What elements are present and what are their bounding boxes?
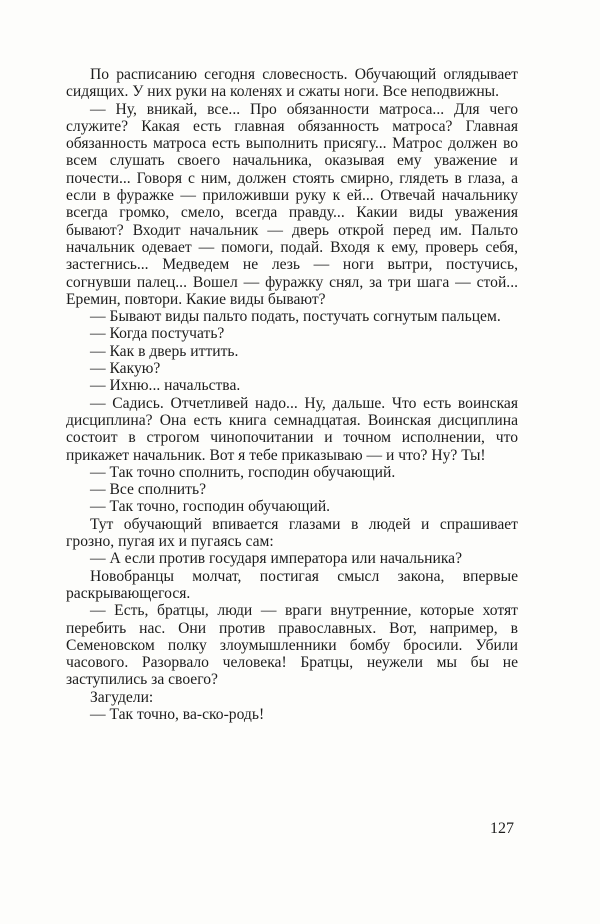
paragraph: — Ну, вникай, все... Про обязанности матроса... Для чего служите? Какая есть главная обязанность матроса? Главная обязанность матроса есть выполнить присягу... Матрос должен во всем слушать своего начальника, оказывая ему уважение и почести... Говоря с ним, должен стоять смирно, глядеть в глаза, а если в фуражке — приложивши руку к ей... Отвечай начальнику всегда громко, смело, всегда правду... Какии виды уважения бывают? Входит начальник — дверь открой перед им. Пальто начальник одевает — помоги, подай. Входя к ему, проверь себя, застегнись... Медведем не лезь — ноги вытри, постучись, согнувши палец... Вошел — фуражку снял, за три шага — стой... Еремин, повтори. Какие виды бывают? [66,100,518,308]
paragraph: — А если против государя императора или начальника? [90,550,463,568]
paragraph: — Как в дверь иттить. [90,342,239,360]
paragraph: — Так точно, ва-ско-родь! [90,705,265,723]
paragraph: — Ихню... начальства. [90,377,241,395]
paragraph: — Бывают виды пальто подать, постучать согнутым пальцем. [90,308,501,326]
paragraph: — Все сполнить? [90,481,207,499]
page-number: 127 [490,820,514,837]
paragraph: — Есть, братцы, люди — враги внутренние, которые хотят перебить нас. Они против православных. Вот, например, в Семеновском полку злоумышленники бомбу бросили. Убили часового. Разорвало человека! Братцы, неужели мы бы не заступились за своего? [66,602,518,689]
paragraph: — Когда постучать? [90,325,225,343]
paragraph: — Садись. Отчетливей надо... Ну, дальше. Что есть воинская дисциплина? Она есть книга семнадцатая. Воинская дисциплина состоит в строгом чинопочитании и точном исполнении, что прикажет начальник. Вот я тебе приказываю — и что? Ну? Ты! [66,394,518,464]
paragraph: Новобранцы молчат, постигая смысл закона, впервые раскрывающегося. [66,567,518,602]
paragraph: Тут обучающий впивается глазами в людей и спрашивает грозно, пугая их и пугаясь сам: [66,515,518,551]
paragraph: По расписанию сегодня словесность. Обучающий оглядывает сидящих. У них руки на коленях и сжаты ноги. Все неподвижны. [66,66,518,101]
paragraph: Загудели: [90,688,154,706]
paragraph: — Так точно, господин обучающий. [90,498,331,516]
paragraph: — Так точно сполнить, господин обучающий. [90,463,396,481]
paragraph: — Какую? [90,360,161,378]
page-text [66,66,518,723]
